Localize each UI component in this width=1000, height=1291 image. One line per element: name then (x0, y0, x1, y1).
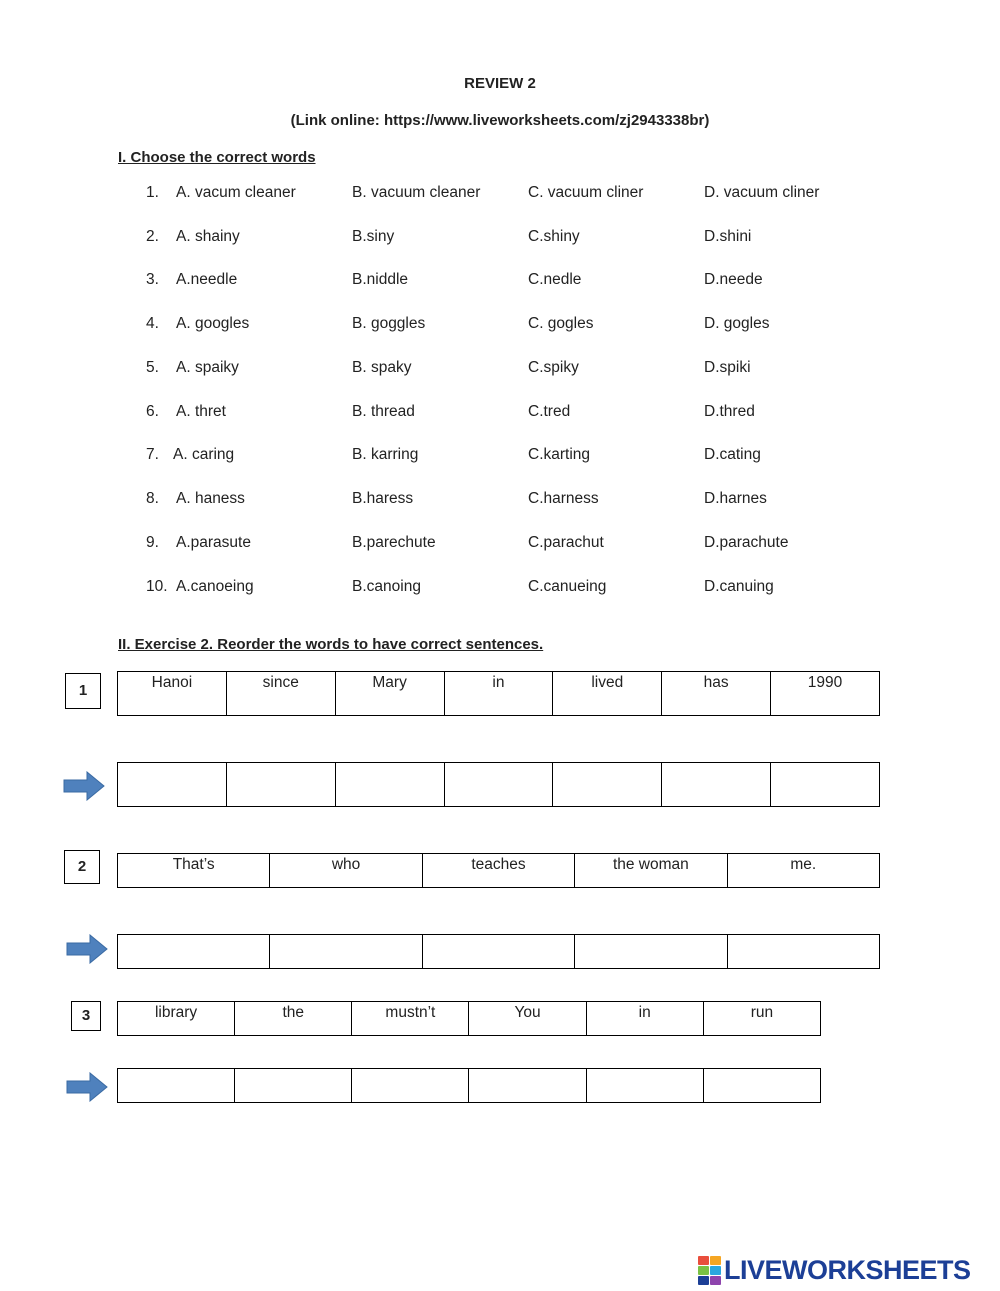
option-b[interactable]: B.haress (352, 490, 414, 507)
word-tile[interactable]: Hanoi (118, 672, 227, 716)
word-tile[interactable]: has (662, 672, 771, 716)
answer-slot[interactable] (270, 935, 422, 969)
word-tile[interactable]: teaches (422, 854, 574, 888)
word-tile[interactable]: 1990 (771, 672, 880, 716)
word-tile[interactable]: lived (553, 672, 662, 716)
option-c[interactable]: C. vacuum cliner (528, 184, 644, 201)
option-d[interactable]: D.canuing (704, 578, 774, 595)
arrow-right-icon (66, 934, 108, 964)
worksheet-link: (Link online: https://www.liveworksheets.com/zj2943338br) (290, 112, 710, 129)
exercise-1-number: 1 (65, 673, 101, 709)
option-d[interactable]: D.parachute (704, 534, 789, 551)
option-c[interactable]: C.karting (528, 446, 591, 463)
question-number: 7. (146, 446, 159, 463)
answer-slot[interactable] (118, 1069, 235, 1103)
question-number: 2. (146, 228, 159, 245)
option-c[interactable]: C.harness (528, 490, 599, 507)
option-d[interactable]: D.cating (704, 446, 761, 463)
brand-name: LIVEWORKSHEETS (724, 1254, 971, 1285)
answer-slot[interactable] (226, 763, 335, 807)
option-c[interactable]: C.spiky (528, 359, 579, 376)
exercise-3-word-table (117, 1001, 821, 1036)
arrow-right-icon (66, 1072, 108, 1102)
word-tile[interactable]: the (235, 1002, 352, 1036)
word-tile[interactable]: library (118, 1002, 235, 1036)
option-b[interactable]: B. spaky (352, 359, 412, 376)
option-b[interactable]: B.niddle (352, 271, 409, 288)
section-1-heading: I. Choose the correct words (118, 149, 316, 166)
word-tile[interactable]: since (226, 672, 335, 716)
answer-slot[interactable] (235, 1069, 352, 1103)
answer-slot[interactable] (575, 935, 727, 969)
liveworksheets-brand (698, 1256, 971, 1284)
exercise-1-word-table (117, 671, 880, 716)
question-number: 9. (146, 534, 159, 551)
word-tile[interactable]: run (703, 1002, 820, 1036)
option-a[interactable]: A. shainy (176, 228, 240, 245)
exercise-2-word-table (117, 853, 880, 888)
answer-slot[interactable] (662, 763, 771, 807)
option-b[interactable]: B. karring (352, 446, 419, 463)
word-tile[interactable]: Mary (335, 672, 444, 716)
option-a[interactable]: A. spaiky (176, 359, 239, 376)
option-a[interactable]: A. vacum cleaner (176, 184, 296, 201)
option-a[interactable]: A. haness (176, 490, 245, 507)
question-number: 3. (146, 271, 159, 288)
option-a[interactable]: A.parasute (176, 534, 251, 551)
word-tile[interactable]: the woman (575, 854, 727, 888)
option-b[interactable]: B.canoing (352, 578, 421, 595)
brand-logo-icon (698, 1256, 721, 1285)
answer-slot[interactable] (727, 935, 879, 969)
option-d[interactable]: D.neede (704, 271, 763, 288)
option-d[interactable]: D.shini (704, 228, 752, 245)
exercise-2-number: 2 (64, 850, 100, 884)
answer-slot[interactable] (553, 763, 662, 807)
question-number: 6. (146, 403, 159, 420)
option-a[interactable]: A. caring (173, 446, 235, 463)
option-c[interactable]: C.nedle (528, 271, 582, 288)
word-tile[interactable]: in (586, 1002, 703, 1036)
word-tile[interactable]: in (444, 672, 553, 716)
option-b[interactable]: B.siny (352, 228, 395, 245)
option-c[interactable]: C.canueing (528, 578, 607, 595)
word-tile[interactable]: who (270, 854, 422, 888)
option-b[interactable]: B. vacuum cleaner (352, 184, 481, 201)
option-b[interactable]: B. thread (352, 403, 415, 420)
option-c[interactable]: C. gogles (528, 315, 594, 332)
answer-slot[interactable] (771, 763, 880, 807)
option-b[interactable]: B.parechute (352, 534, 436, 551)
option-d[interactable]: D.harnes (704, 490, 767, 507)
answer-slot[interactable] (586, 1069, 703, 1103)
arrow-right-icon (63, 771, 105, 801)
option-c[interactable]: C.shiny (528, 228, 580, 245)
exercise-2-answer-table (117, 934, 880, 969)
option-d[interactable]: D. gogles (704, 315, 770, 332)
option-c[interactable]: C.parachut (528, 534, 604, 551)
question-number: 8. (146, 490, 159, 507)
word-tile[interactable]: mustn’t (352, 1002, 469, 1036)
answer-slot[interactable] (118, 763, 227, 807)
exercise-3-number: 3 (71, 1001, 101, 1031)
answer-slot[interactable] (422, 935, 574, 969)
option-d[interactable]: D.thred (704, 403, 755, 420)
word-tile[interactable]: You (469, 1002, 586, 1036)
option-a[interactable]: A.needle (176, 271, 238, 288)
answer-slot[interactable] (703, 1069, 820, 1103)
section-2-heading: II. Exercise 2. Reorder the words to have correct sentences. (118, 636, 544, 653)
answer-slot[interactable] (335, 763, 444, 807)
answer-slot[interactable] (444, 763, 553, 807)
exercise-3-answer-table (117, 1068, 821, 1103)
option-a[interactable]: A. thret (176, 403, 226, 420)
answer-slot[interactable] (118, 935, 270, 969)
option-b[interactable]: B. goggles (352, 315, 426, 332)
question-number: 4. (146, 315, 159, 332)
question-number: 5. (146, 359, 159, 376)
answer-slot[interactable] (469, 1069, 586, 1103)
option-a[interactable]: A.canoeing (176, 578, 254, 595)
option-d[interactable]: D.spiki (704, 359, 751, 376)
exercise-1-answer-table (117, 762, 880, 807)
word-tile[interactable]: me. (727, 854, 879, 888)
word-tile[interactable]: That’s (118, 854, 270, 888)
worksheet-title: REVIEW 2 (464, 75, 536, 92)
question-number: 10. (146, 578, 168, 595)
question-number: 1. (146, 184, 159, 201)
answer-slot[interactable] (352, 1069, 469, 1103)
option-d[interactable]: D. vacuum cliner (704, 184, 820, 201)
option-c[interactable]: C.tred (528, 403, 571, 420)
option-a[interactable]: A. googles (176, 315, 250, 332)
